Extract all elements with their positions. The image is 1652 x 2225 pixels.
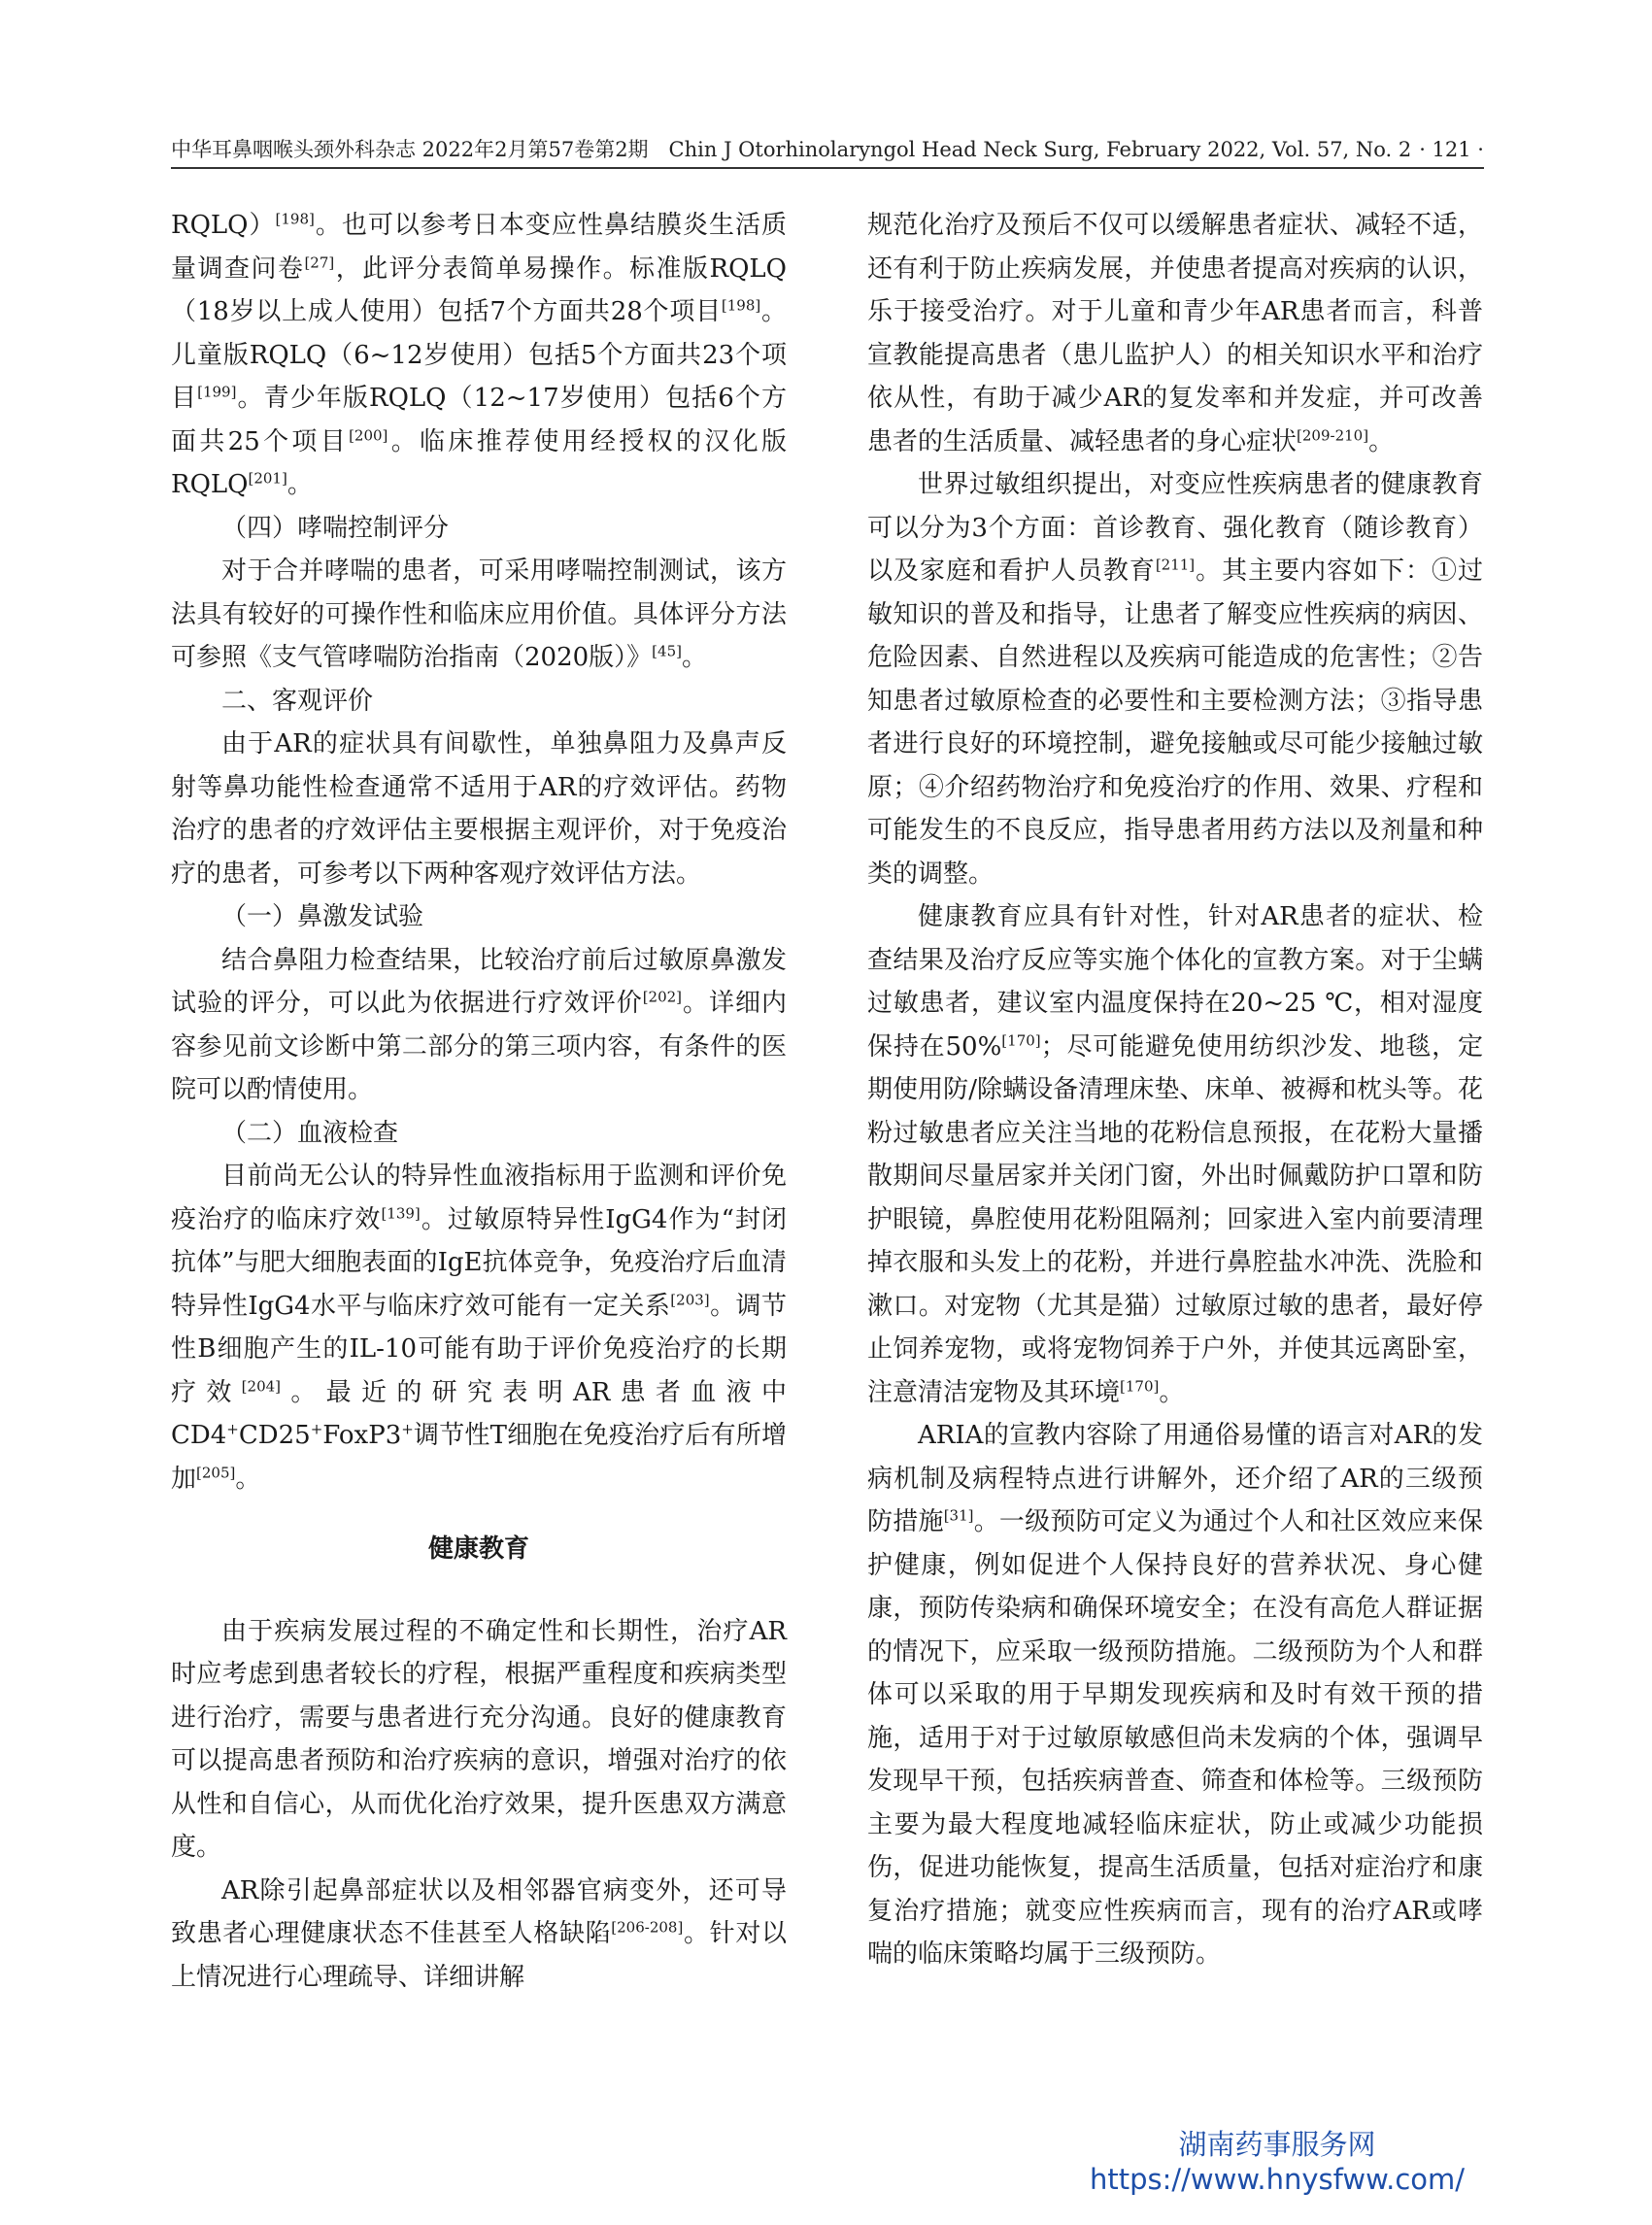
citation: [198]	[721, 296, 761, 315]
citation: [203]	[670, 1290, 710, 1308]
paragraph: 世界过敏组织提出，对变应性疾病患者的健康教育可以分为3个方面：首诊教育、强化教育（随诊教育）以及家庭和看护人员教育[211]。其主要内容如下：①过敏知识的普及和指导，让患者了解变应性疾病的病因、危险因素、自然进程以及疾病可能造成的危害性；②告知患者过敏原检查的必要性和主要检测方法；③指导患者进行良好的环境控制，避免接触或尽可能少接触过敏原；④介绍药物治疗和免疫治疗的作用、效果、疗程和可能发生的不良反应，指导患者用药方法以及剂量和种类的调整。	[867, 470, 1483, 889]
citation: [211]	[1155, 556, 1196, 574]
citation: [31]	[943, 1506, 974, 1525]
subheading-asthma: （四）哮喘控制评分	[221, 513, 450, 543]
paragraph: AR除引起鼻部症状以及相邻器官病变外，还可导致患者心理健康状态不佳甚至人格缺陷[206-208]。针对以上情况进行心理疏导、详细讲解	[171, 1875, 787, 1992]
citation: [27]	[304, 253, 335, 271]
citation: [170]	[1120, 1376, 1160, 1395]
citation: [139]	[381, 1203, 421, 1222]
citation: [198]	[275, 210, 315, 228]
paragraph: RQLQ）[198]。也可以参考日本变应性鼻结膜炎生活质量调查问卷[27]，此评分表简单易操作。标准版RQLQ（18岁以上成人使用）包括7个方面共28个项目[198]。儿童版RQLQ（6~12岁使用）包括5个方面共23个项目[199]。青少年版RQLQ（12~17岁使用）包括6个方面共25个项目[200]。临床推荐使用经授权的汉化版RQLQ[201]。	[171, 210, 787, 499]
subheading-blood-test: （二）血液检查	[221, 1118, 399, 1148]
running-header	[171, 132, 1484, 167]
page-number: · 121 ·	[1419, 138, 1484, 161]
paragraph: 结合鼻阻力检查结果，比较治疗前后过敏原鼻激发试验的评分，可以此为依据进行疗效评价[202]。详细内容参见前文诊断中第二部分的第三项内容，有条件的医院可以酌情使用。	[171, 945, 787, 1104]
section-title: 健康教育	[427, 1534, 529, 1564]
citation: [200]	[349, 425, 388, 444]
superscript: +	[401, 1420, 414, 1438]
left-column	[171, 204, 787, 1999]
citation: [170]	[1001, 1030, 1041, 1049]
journal-citation: 中华耳鼻咽喉头颈外科杂志 2022年2月第57卷第2期 Chin J Otorhinolaryngol Head Neck Surg, February 2022, Vol. 57, No. 2	[171, 138, 1412, 161]
citation: [202]	[642, 988, 683, 1006]
paragraph: 对于合并哮喘的患者，可采用哮喘控制测试，该方法具有较好的可操作性和临床应用价值。具体评分方法可参照《支气管哮喘防治指南（2020版）》[45]。	[171, 556, 787, 672]
superscript: +	[226, 1420, 239, 1438]
citation: [205]	[196, 1463, 236, 1481]
watermark	[1063, 2127, 1491, 2197]
right-column	[867, 204, 1483, 1976]
subheading-nasal-provocation: （一）鼻激发试验	[221, 902, 424, 931]
superscript: +	[310, 1420, 323, 1438]
paragraph: 由于AR的症状具有间歇性，单独鼻阻力及鼻声反射等鼻功能性检查通常不适用于AR的疗效评估。药物治疗的患者的疗效评估主要根据主观评价，对于免疫治疗的患者，可参考以下两种客观疗效评估方法。	[171, 729, 787, 889]
watermark-url: https://www.hnysfww.com/	[1089, 2163, 1466, 2196]
citation: [201]	[248, 469, 287, 488]
paragraph: ARIA的宣教内容除了用通俗易懂的语言对AR的发病机制及病程特点进行讲解外，还介绍了AR的三级预防措施[31]。一级预防可定义为通过个人和社区效应来保护健康，例如促进个人保持良好的营养状况、身心健康，预防传染病和确保环境安全；在没有高危人群证据的情况下，应采取一级预防措施。二级预防为个人和群体可以采取的用于早期发现疾病和及时有效干预的措施，适用于对于过敏原敏感但尚未发病的个体，强调早发现早干预，包括疾病普查、筛查和体检等。三级预防主要为最大程度地减轻临床症状，防止或减少功能损伤，促进功能恢复，提高生活质量，包括对症治疗和康复治疗措施；就变应性疾病而言，现有的治疗AR或哮喘的临床策略均属于三级预防。	[867, 1421, 1483, 1969]
citation: [209-210]	[1297, 425, 1369, 444]
citation: [206-208]	[611, 1918, 684, 1937]
paragraph: 由于疾病发展过程的不确定性和长期性，治疗AR时应考虑到患者较长的疗程，根据严重程度和疾病类型进行治疗，需要与患者进行充分沟通。良好的健康教育可以提高患者预防和治疗疾病的意识，增强对治疗的依从性和自信心，从而优化治疗效果，提升医患双方满意度。	[171, 1616, 787, 1862]
paragraph: 目前尚无公认的特异性血液指标用于监测和评价免疫治疗的临床疗效[139]。过敏原特异性IgG4作为“封闭抗体”与肥大细胞表面的IgE抗体竞争，免疫治疗后血清特异性IgG4水平与临床疗效可能有一定关系[203]。调节性B细胞产生的IL-10可能有助于评价免疫治疗的长期疗效[204]。最近的研究表明AR患者血液中CD4+CD25+FoxP3+调节性T细胞在免疫治疗后有所增加[205]。	[171, 1162, 787, 1494]
header-divider	[171, 167, 1484, 169]
citation: [199]	[197, 383, 237, 401]
subheading-objective: 二、客观评价	[221, 686, 374, 716]
citation: [204]	[241, 1376, 282, 1395]
citation: [45]	[652, 642, 682, 660]
watermark-name: 湖南药事服务网	[1178, 2128, 1376, 2161]
paragraph: 健康教育应具有针对性，针对AR患者的症状、检查结果及治疗反应等实施个体化的宣教方案。对于尘螨过敏患者，建议室内温度保持在20~25 ℃，相对湿度保持在50%[170]；尽可能避免使用纺织沙发、地毯，定期使用防/除螨设备清理床垫、床单、被褥和枕头等。花粉过敏患者应关注当地的花粉信息预报，在花粉大量播散期间尽量居家并关闭门窗，外出时佩戴防护口罩和防护眼镜，鼻腔使用花粉阻隔剂；回家进入室内前要清理掉衣服和头发上的花粉，并进行鼻腔盐水冲洗、洗脸和漱口。对宠物（尤其是猫）过敏原过敏的患者，最好停止饲养宠物，或将宠物饲养于户外，并使其远离卧室，注意清洁宠物及其环境[170]。	[867, 902, 1483, 1407]
paragraph: 规范化治疗及预后不仅可以缓解患者症状、减轻不适，还有利于防止疾病发展，并使患者提高对疾病的认识，乐于接受治疗。对于儿童和青少年AR患者而言，科普宣教能提高患者（患儿监护人）的相关知识水平和治疗依从性，有助于减少AR的复发率和并发症，并可改善患者的生活质量、减轻患者的身心症状[209-210]。	[867, 211, 1483, 456]
